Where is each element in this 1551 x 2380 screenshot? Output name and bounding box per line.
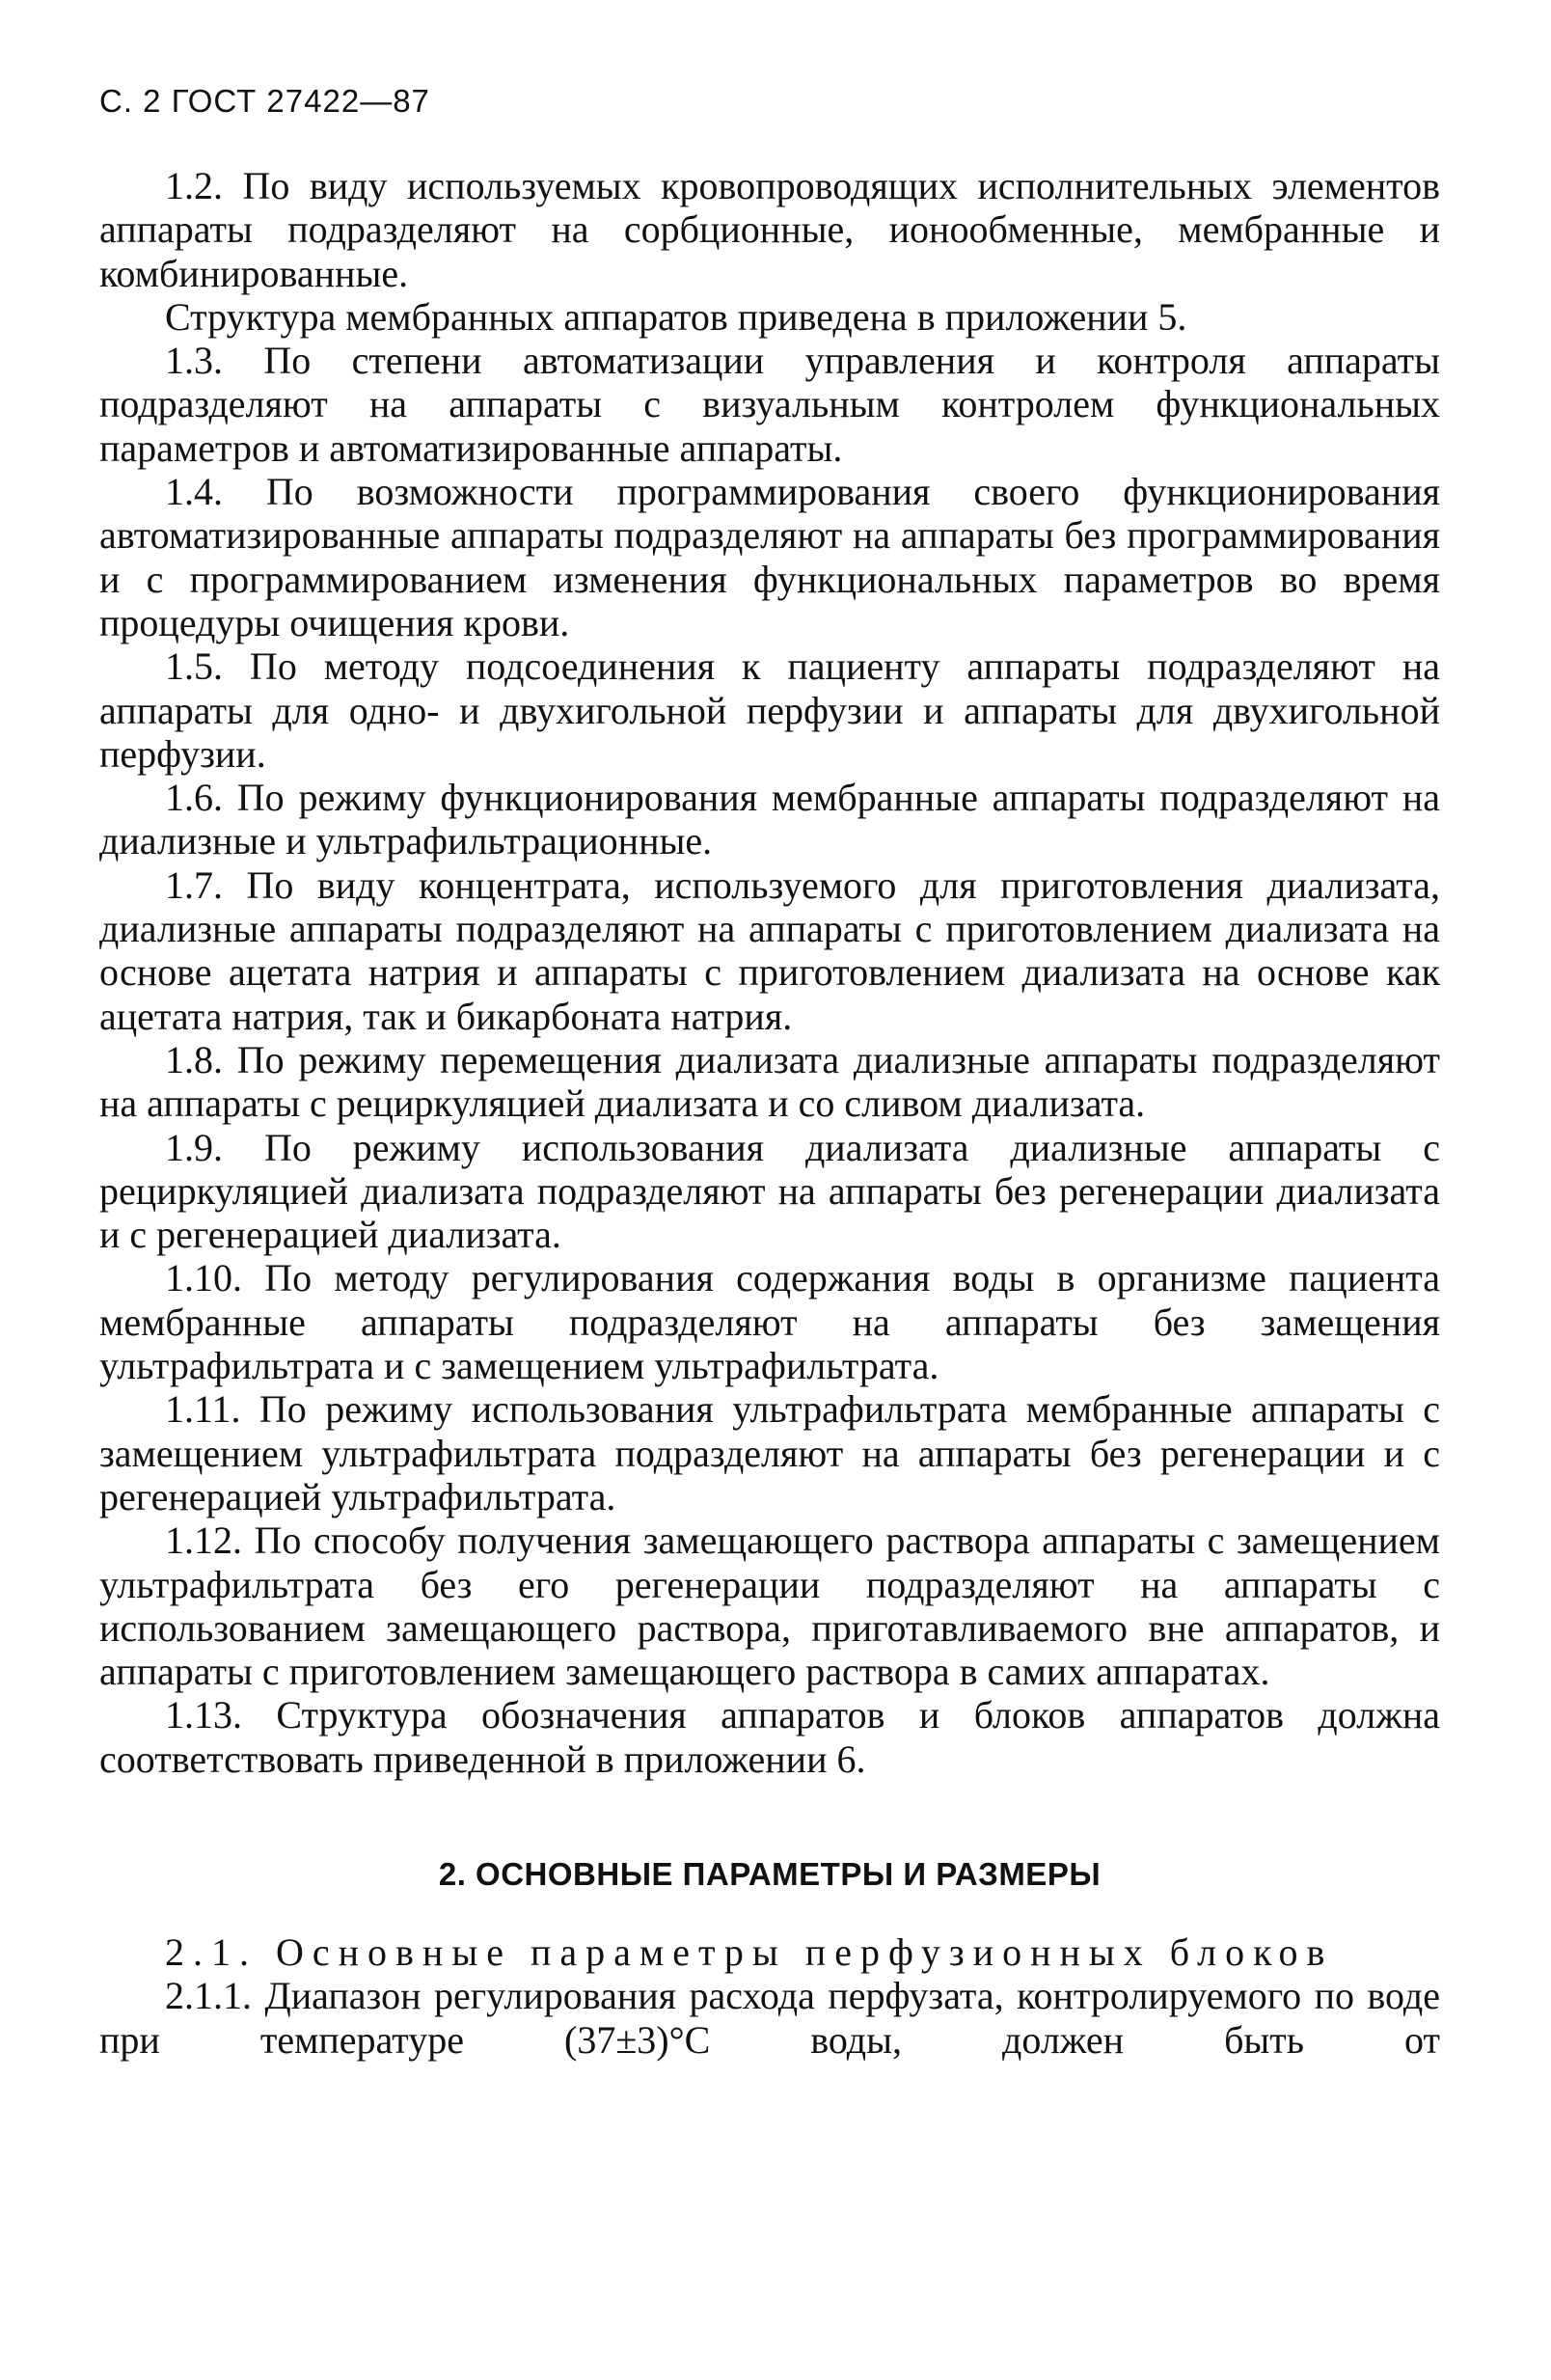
section-title: 2. ОСНОВНЫЕ ПАРАМЕТРЫ И РАЗМЕРЫ (438, 1855, 1102, 1892)
paragraph-1-3: 1.3. По степени автоматизации управления и контроля аппараты подразделяют на аппараты с визуальным контролем функциональных параметров и автоматизированные аппараты. (99, 339, 1440, 470)
subsection-heading: 2.1. Основные параметры перфузионных блоков (165, 1929, 1334, 1974)
paragraph-1-13: 1.13. Структура обозначения аппаратов и блоков аппаратов должна соответствовать приведенной в приложении 6. (99, 1693, 1440, 1781)
paragraph-1-6: 1.6. По режиму функционирования мембранные аппараты подразделяют на диализные и ультрафильтрационные. (99, 776, 1440, 863)
paragraph-1-12: 1.12. По способу получения замещающего раствора аппараты с замещением ультрафильтрата без его регенерации подразделяют на аппараты с использованием замещающего раствора, приготавливаемого вне аппаратов, и аппараты с приготовлением замещающего раствора в самих аппаратах. (99, 1518, 1440, 1694)
paragraph-1-8: 1.8. По режиму перемещения диализата диализные аппараты подразделяют на аппараты с рециркуляцией диализата и со сливом диализата. (99, 1037, 1440, 1126)
running-head: С. 2 ГОСТ 27422—87 (99, 83, 430, 119)
paragraph-1-11: 1.11. По режиму использования ультрафильтрата мембранные аппараты с замещением ультрафильтрата подразделяют на аппараты без регенерации и с регенерацией ультрафильтрата. (99, 1387, 1440, 1518)
paragraph-1-5: 1.5. По методу подсоединения к пациенту аппараты подразделяют на аппараты для одно- и двухигольной перфузии и аппараты для двухигольной перфузии. (99, 644, 1440, 776)
paragraph-structure-note: Структура мембранных аппаратов приведена в приложении 5. (165, 294, 1187, 339)
paragraph-1-4: 1.4. По возможности программирования своего функционирования автоматизированные аппараты подразделяют на аппараты без программирования и с программированием изменения функциональных параметров во время процедуры очищения крови. (99, 470, 1440, 644)
paragraph-1-2: 1.2. По виду используемых кровопроводящих исполнительных элементов аппараты подразделяют на сорбционные, ионообменные, мембранные и комбинированные. (99, 164, 1440, 295)
paragraph-1-9: 1.9. По режиму использования диализата диализные аппараты с рециркуляцией диализата подразделяют на аппараты без регенерации диализата и с регенерацией диализата. (99, 1125, 1440, 1257)
body-text (99, 164, 1440, 2062)
paragraph-1-10: 1.10. По методу регулирования содержания воды в организме пациента мембранные аппараты подразделяют на аппараты без замещения ультрафильтрата и с замещением ультрафильтрата. (99, 1256, 1440, 1388)
paragraph-2-1-1: 2.1.1. Диапазон регулирования расхода перфузата, контролируемого по воде при температуре (37±3)°С воды, должен быть от (99, 1974, 1440, 2062)
paragraph-1-7: 1.7. По виду концентрата, используемого для приготовления диализата, диализные аппараты подразделяют на аппараты с приготовлением диализата на основе ацетата натрия и аппараты с приготовлением диализата на основе как ацетата натрия, так и бикарбоната натрия. (99, 862, 1440, 1038)
